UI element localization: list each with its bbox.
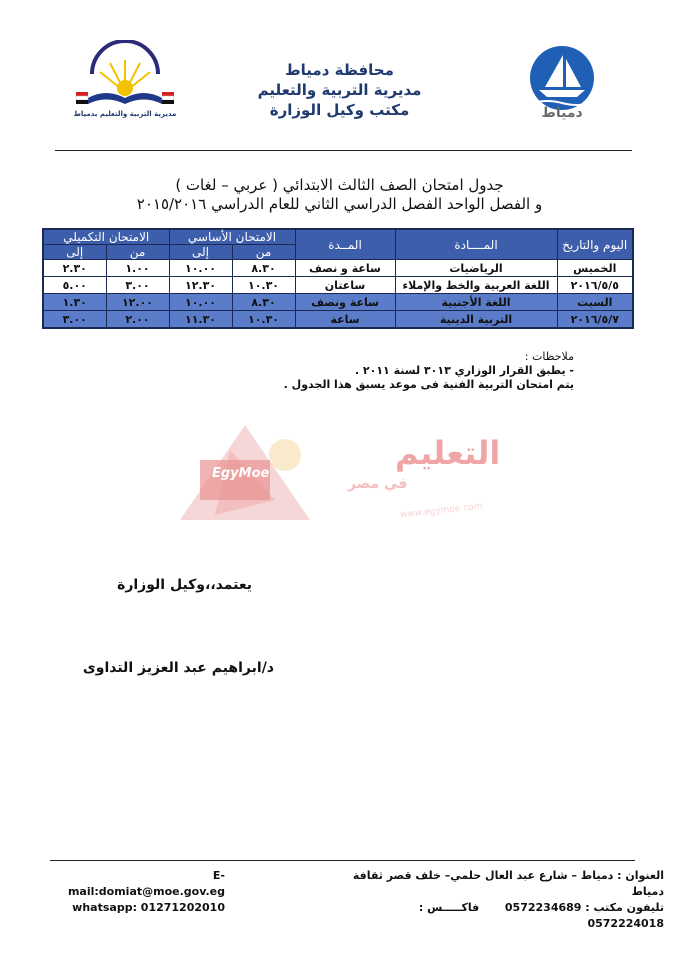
footer-phone: تليفون مكتب : 0572234689 [504, 901, 664, 914]
damietta-logo-text: دمياط [541, 105, 583, 121]
table-row [43, 294, 633, 311]
footer-contacts [344, 900, 664, 932]
approval-line: يعتمد،،وكيل الوزارة [117, 577, 252, 593]
duration-cell: ساعتان [295, 277, 395, 294]
footer-left [65, 868, 225, 916]
basic-to-cell: ١١.٣٠ [169, 311, 232, 329]
header-basic-from: من [232, 245, 295, 260]
watermark-url: www.egymoe.com [399, 501, 483, 521]
day-cell: السبت [557, 294, 633, 311]
notes-section [284, 350, 574, 392]
header-supp-from: من [106, 245, 169, 260]
supp-to-cell: ٢.٣٠ [43, 260, 106, 277]
signatory-name: د/ابراهيم عبد العزيز التداوى [82, 660, 274, 676]
supp-to-cell: ٥.٠٠ [43, 277, 106, 294]
note-item: - يطبق القرار الوزاري ٣٠١٣ لسنة ٢٠١١ . [354, 364, 574, 377]
basic-to-cell: ١٠.٠٠ [169, 294, 232, 311]
basic-to-cell: ١٠.٠٠ [169, 260, 232, 277]
duration-cell: ساعة [295, 311, 395, 329]
footer-right [344, 868, 664, 932]
footer-whatsapp: whatsapp: 01271202010 [72, 901, 225, 914]
footer-fax: فاكـــــس : 0572224018 [418, 901, 664, 930]
duration-cell: ساعة و نصف [295, 260, 395, 277]
footer-email: E-mail:domiat@moe.gov.eg [67, 869, 225, 898]
watermark-site-text: التعليم [395, 434, 501, 472]
exam-title-line2: و الفصل الواحد الفصل الدراسي الثاني للعام الدراسي ٢٠١٥/٢٠١٦ [136, 195, 543, 213]
watermark-sub-text: في مصر [348, 476, 408, 492]
header-basic-to: إلى [169, 245, 232, 260]
notes-label: ملاحظات : [524, 350, 574, 363]
header-supp-to: إلى [43, 245, 106, 260]
header-supplementary-exam: الامتحان التكميلي [43, 229, 169, 245]
basic-to-cell: ١٢.٣٠ [169, 277, 232, 294]
watermark-badge: EgyMoe [212, 466, 270, 481]
header-divider [55, 150, 632, 151]
supp-to-cell: ١.٣٠ [43, 294, 106, 311]
header-day: اليوم والتاريخ [557, 229, 633, 260]
header-duration: المــدة [295, 229, 395, 260]
subject-cell: التربية الدينية [395, 311, 557, 329]
basic-from-cell: ٨.٣٠ [232, 260, 295, 277]
exam-schedule-table [42, 228, 634, 329]
watermark [170, 420, 510, 540]
supp-from-cell: ١.٠٠ [106, 260, 169, 277]
directorate-logo-caption: مديرية التربية والتعليم بدمياط [73, 110, 177, 118]
table-row [43, 277, 633, 294]
subject-cell: اللغة الأجنبية [395, 294, 557, 311]
basic-from-cell: ٨.٣٠ [232, 294, 295, 311]
footer-address: العنوان : دمياط – شارع عبد العال حلمي– خلف قصر ثقافة دمياط [352, 869, 664, 898]
supp-to-cell: ٣.٠٠ [43, 311, 106, 329]
footer-divider [50, 860, 635, 861]
table-row [43, 260, 633, 277]
supp-from-cell: ١٢.٠٠ [106, 294, 169, 311]
supp-from-cell: ٣.٠٠ [106, 277, 169, 294]
directorate-title: مديرية التربية والتعليم [257, 81, 422, 99]
exam-title [60, 176, 619, 214]
exam-title-line1: جدول امتحان الصف الثالث الابتدائي ( عربي – لغات ) [175, 176, 504, 194]
governorate-title: محافظة دمياط [285, 61, 394, 79]
date-cell: ٢٠١٦/٥/٧ [557, 311, 633, 329]
subject-cell: الرياضيات [395, 260, 557, 277]
subject-cell: اللغة العربية والخط والإملاء [395, 277, 557, 294]
office-title: مكتب وكيل الوزارة [269, 101, 410, 119]
note-item: يتم امتحان التربية الفنية فى موعد يسبق هذا الجدول . [283, 378, 574, 391]
date-cell: ٢٠١٦/٥/٥ [557, 277, 633, 294]
basic-from-cell: ١٠.٣٠ [232, 277, 295, 294]
day-cell: الخميس [557, 260, 633, 277]
damietta-logo [517, 45, 607, 125]
header-subject: المــــادة [395, 229, 557, 260]
table-row [43, 311, 633, 329]
supp-from-cell: ٢.٠٠ [106, 311, 169, 329]
basic-from-cell: ١٠.٣٠ [232, 311, 295, 329]
duration-cell: ساعة ونصف [295, 294, 395, 311]
header-basic-exam: الامتحان الأساسي [169, 229, 295, 245]
